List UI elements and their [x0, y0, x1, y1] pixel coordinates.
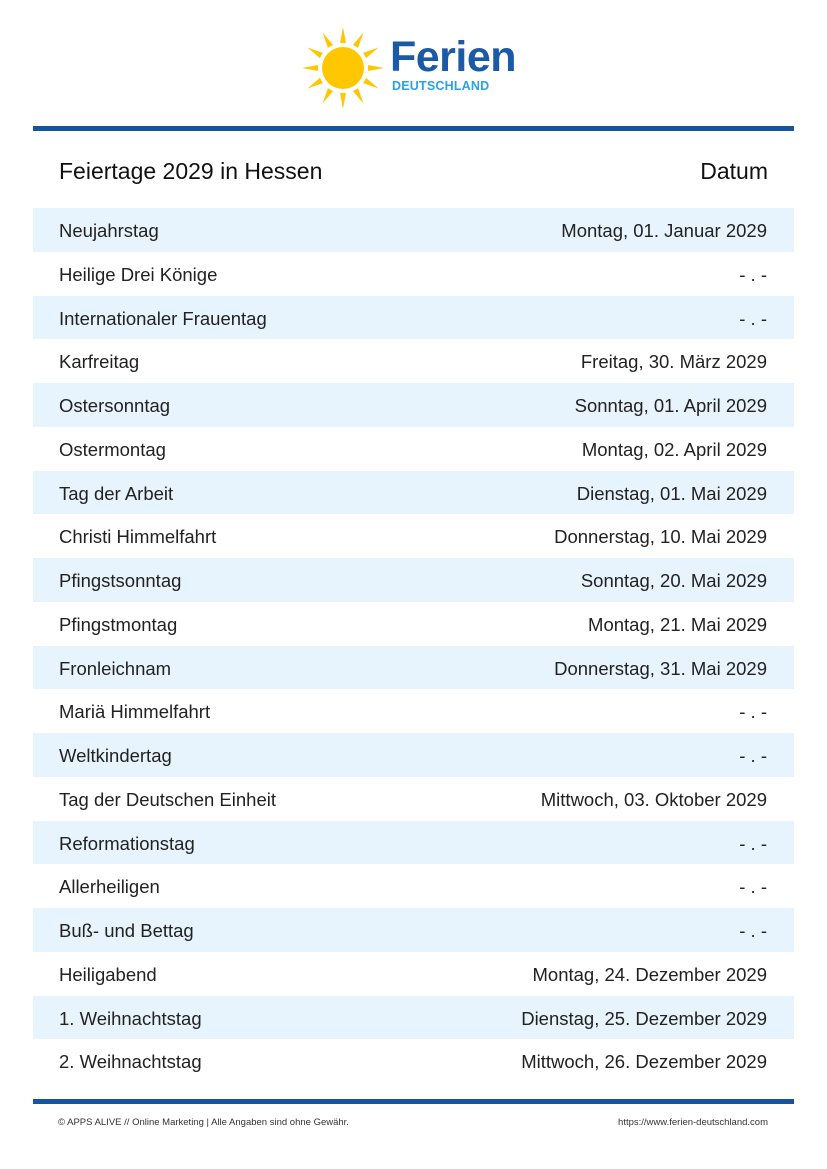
table-row	[33, 514, 794, 558]
table-row	[33, 558, 794, 602]
holiday-name: Christi Himmelfahrt	[59, 526, 217, 548]
holiday-name: Reformationstag	[59, 832, 195, 854]
holiday-name: 1. Weihnachtstag	[59, 1007, 202, 1029]
holiday-date: - . -	[739, 307, 767, 329]
table-row	[33, 821, 794, 865]
table-header	[33, 150, 794, 192]
table-row	[33, 646, 794, 690]
table-row	[33, 252, 794, 296]
holiday-name: Tag der Deutschen Einheit	[59, 788, 276, 810]
holiday-date: Donnerstag, 31. Mai 2029	[554, 657, 767, 679]
holiday-name: Allerheiligen	[59, 876, 160, 898]
holiday-name: Heilige Drei Könige	[59, 263, 218, 285]
holiday-date: Montag, 21. Mai 2029	[588, 613, 767, 635]
table-row	[33, 471, 794, 515]
holiday-date: - . -	[739, 876, 767, 898]
holiday-name: Ostermontag	[59, 438, 166, 460]
holiday-date: Sonntag, 20. Mai 2029	[580, 570, 767, 591]
holiday-date: - . -	[739, 920, 767, 941]
holiday-date: Montag, 01. Januar 2029	[561, 220, 767, 241]
sun-icon	[300, 24, 390, 112]
table-row	[33, 383, 794, 427]
date-column-header: Datum	[700, 158, 768, 184]
top-divider	[33, 126, 794, 131]
holiday-date: Sonntag, 01. April 2029	[574, 395, 767, 416]
holiday-date: Montag, 24. Dezember 2029	[532, 963, 767, 985]
brand-name: Ferien	[390, 33, 517, 81]
table-row	[33, 952, 794, 996]
holiday-name: Fronleichnam	[59, 657, 172, 679]
holiday-date: - . -	[739, 745, 767, 766]
holiday-date: Dienstag, 01. Mai 2029	[576, 482, 767, 504]
footer-url: https://www.ferien-deutschland.com	[618, 1117, 768, 1128]
holiday-name: Mariä Himmelfahrt	[59, 701, 211, 723]
table-row	[33, 427, 794, 471]
ferien-deutschland-logo	[300, 24, 530, 112]
holiday-date: Mittwoch, 03. Oktober 2029	[540, 788, 767, 810]
table-title: Feiertage 2029 in Hessen	[59, 158, 323, 184]
bottom-divider	[33, 1099, 794, 1104]
holiday-name: 2. Weihnachtstag	[59, 1051, 202, 1073]
holiday-name: Internationaler Frauentag	[59, 307, 267, 329]
table-row	[33, 208, 794, 252]
holiday-date: Montag, 02. April 2029	[581, 438, 767, 460]
holiday-name: Karfreitag	[59, 351, 140, 373]
table-row	[33, 733, 794, 777]
holiday-name: Weltkindertag	[59, 745, 172, 766]
table-row	[33, 602, 794, 646]
holiday-table	[33, 208, 794, 1083]
table-row	[33, 996, 794, 1040]
holiday-name: Pfingstsonntag	[59, 570, 182, 591]
holiday-name: Ostersonntag	[59, 395, 171, 416]
table-row	[33, 864, 794, 908]
holiday-date: Mittwoch, 26. Dezember 2029	[521, 1051, 767, 1073]
holiday-name: Heiligabend	[59, 963, 157, 985]
holiday-date: Dienstag, 25. Dezember 2029	[521, 1007, 767, 1029]
table-row	[33, 1039, 794, 1083]
holiday-date: - . -	[739, 701, 767, 723]
table-row	[33, 339, 794, 383]
holiday-date: Donnerstag, 10. Mai 2029	[554, 526, 767, 548]
holiday-date: - . -	[739, 263, 767, 285]
footer-copyright: © APPS ALIVE // Online Marketing | Alle Angaben sind ohne Gewähr.	[58, 1117, 349, 1128]
holiday-name: Neujahrstag	[59, 220, 159, 241]
holiday-date: - . -	[739, 832, 767, 854]
table-row	[33, 777, 794, 821]
holiday-date: Freitag, 30. März 2029	[580, 351, 767, 373]
holiday-name: Pfingstmontag	[59, 613, 178, 635]
holiday-name: Buß- und Bettag	[59, 920, 194, 941]
table-row	[33, 689, 794, 733]
table-row	[33, 296, 794, 340]
table-row	[33, 908, 794, 952]
brand-subtitle: DEUTSCHLAND	[392, 79, 490, 93]
holiday-name: Tag der Arbeit	[59, 482, 174, 504]
